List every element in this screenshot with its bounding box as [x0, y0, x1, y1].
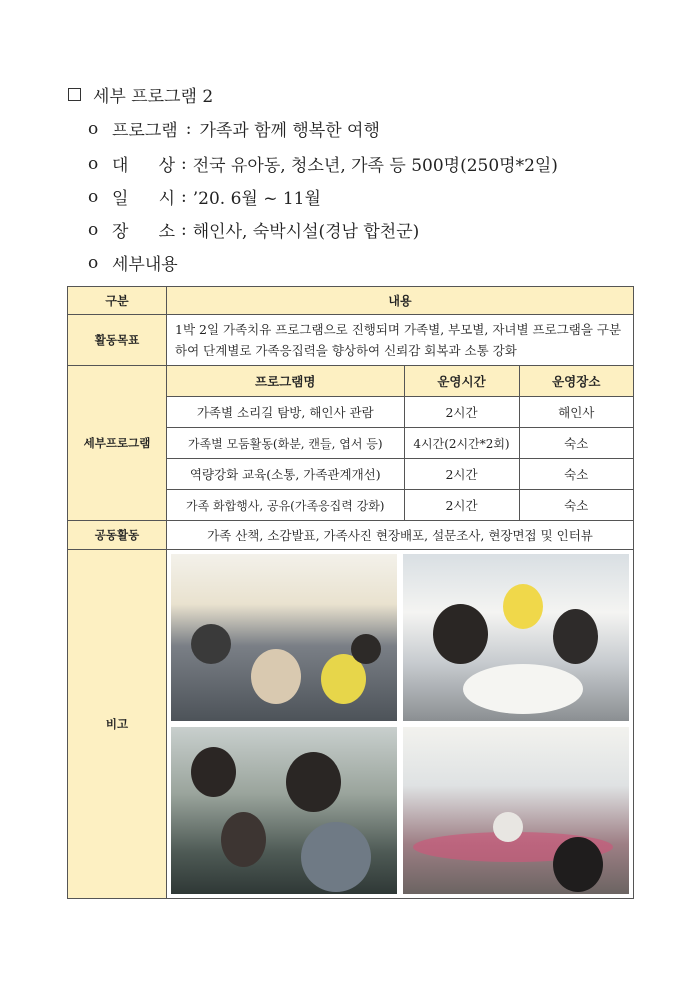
table-cell: 2시간: [404, 459, 519, 490]
photo-parent-child: [171, 727, 397, 894]
column-header: 운영장소: [519, 366, 633, 397]
checkbox-square-icon: [68, 88, 81, 101]
table-cell: 숙소: [519, 459, 633, 490]
bullet-separator: :: [181, 153, 187, 174]
detail-row: [68, 366, 634, 521]
detail-program-table: [167, 366, 633, 520]
table-row: [167, 397, 633, 428]
section-heading: [68, 82, 213, 107]
bullet-value: 가족과 함께 행복한 여행: [199, 121, 380, 141]
common-label: 공동활동: [68, 521, 167, 550]
table-cell: 2시간: [404, 490, 519, 521]
remarks-label: 비고: [68, 550, 167, 899]
table-cell: 역량강화 교육(소통, 가족관계개선): [167, 459, 404, 490]
section-title: 세부 프로그램 2: [93, 87, 214, 107]
table-cell: 가족별 소리길 탐방, 해인사 관람: [167, 397, 404, 428]
goal-row: [68, 315, 634, 366]
bullet-marker: o: [88, 118, 99, 139]
bullet-label: 장 소: [112, 222, 175, 242]
bullet-value: 해인사, 숙박시설(경남 합천군): [192, 222, 420, 242]
table-row: [167, 459, 633, 490]
bullet-marker: o: [88, 153, 99, 174]
bullet-place: [88, 217, 419, 242]
table-header-row: [68, 287, 634, 315]
table-cell: 해인사: [519, 397, 633, 428]
bullet-marker: o: [88, 219, 99, 240]
table-cell: 숙소: [519, 490, 633, 521]
bullet-marker: o: [88, 252, 99, 273]
goal-text: 1박 2일 가족치유 프로그램으로 진행되며 가족별, 부모별, 자녀별 프로그램을 구분하여 단계별로 가족응집력을 향상하여 신뢰감 회복과 소통 강화: [167, 315, 634, 366]
remarks-row: [68, 550, 634, 899]
photo-grid: [167, 550, 633, 898]
bullet-label: 일 시: [112, 189, 175, 209]
bullet-label: 세부내용: [112, 255, 178, 275]
bullet-details: [88, 250, 178, 275]
table-cell: 숙소: [519, 428, 633, 459]
bullet-separator: :: [185, 118, 192, 139]
bullet-target: [88, 151, 558, 176]
photo-hall-gathering: [171, 554, 397, 721]
column-header: 프로그램명: [167, 366, 404, 397]
column-header: 운영시간: [404, 366, 519, 397]
bullet-separator: :: [181, 186, 187, 207]
bullet-separator: :: [181, 219, 187, 240]
program-table: [67, 286, 634, 899]
table-cell: 4시간(2시간*2회): [404, 428, 519, 459]
photo-activity-table: [403, 554, 629, 721]
table-row: [167, 490, 633, 521]
header-category: 구분: [68, 287, 167, 315]
photo-yoga-hall: [403, 727, 629, 894]
bullet-label: 프로그램: [112, 121, 178, 141]
bullet-label: 대 상: [112, 156, 175, 176]
table-cell: 가족 화합행사, 공유(가족응집력 강화): [167, 490, 404, 521]
table-row: [167, 428, 633, 459]
goal-label: 활동목표: [68, 315, 167, 366]
common-text: 가족 산책, 소감발표, 가족사진 현장배포, 설문조사, 현장면접 및 인터뷰: [167, 521, 634, 550]
bullet-marker: o: [88, 186, 99, 207]
table-cell: 가족별 모둠활동(화분, 캔들, 엽서 등): [167, 428, 404, 459]
bullet-program: [88, 116, 380, 141]
bullet-date: [88, 184, 321, 209]
detail-label: 세부프로그램: [68, 366, 167, 521]
table-cell: 2시간: [404, 397, 519, 428]
bullet-value: ’20. 6월 ~ 11월: [192, 189, 321, 209]
common-row: [68, 521, 634, 550]
header-content: 내용: [167, 287, 634, 315]
table-row: [167, 366, 633, 397]
bullet-value: 전국 유아동, 청소년, 가족 등 500명(250명*2일): [192, 156, 558, 176]
